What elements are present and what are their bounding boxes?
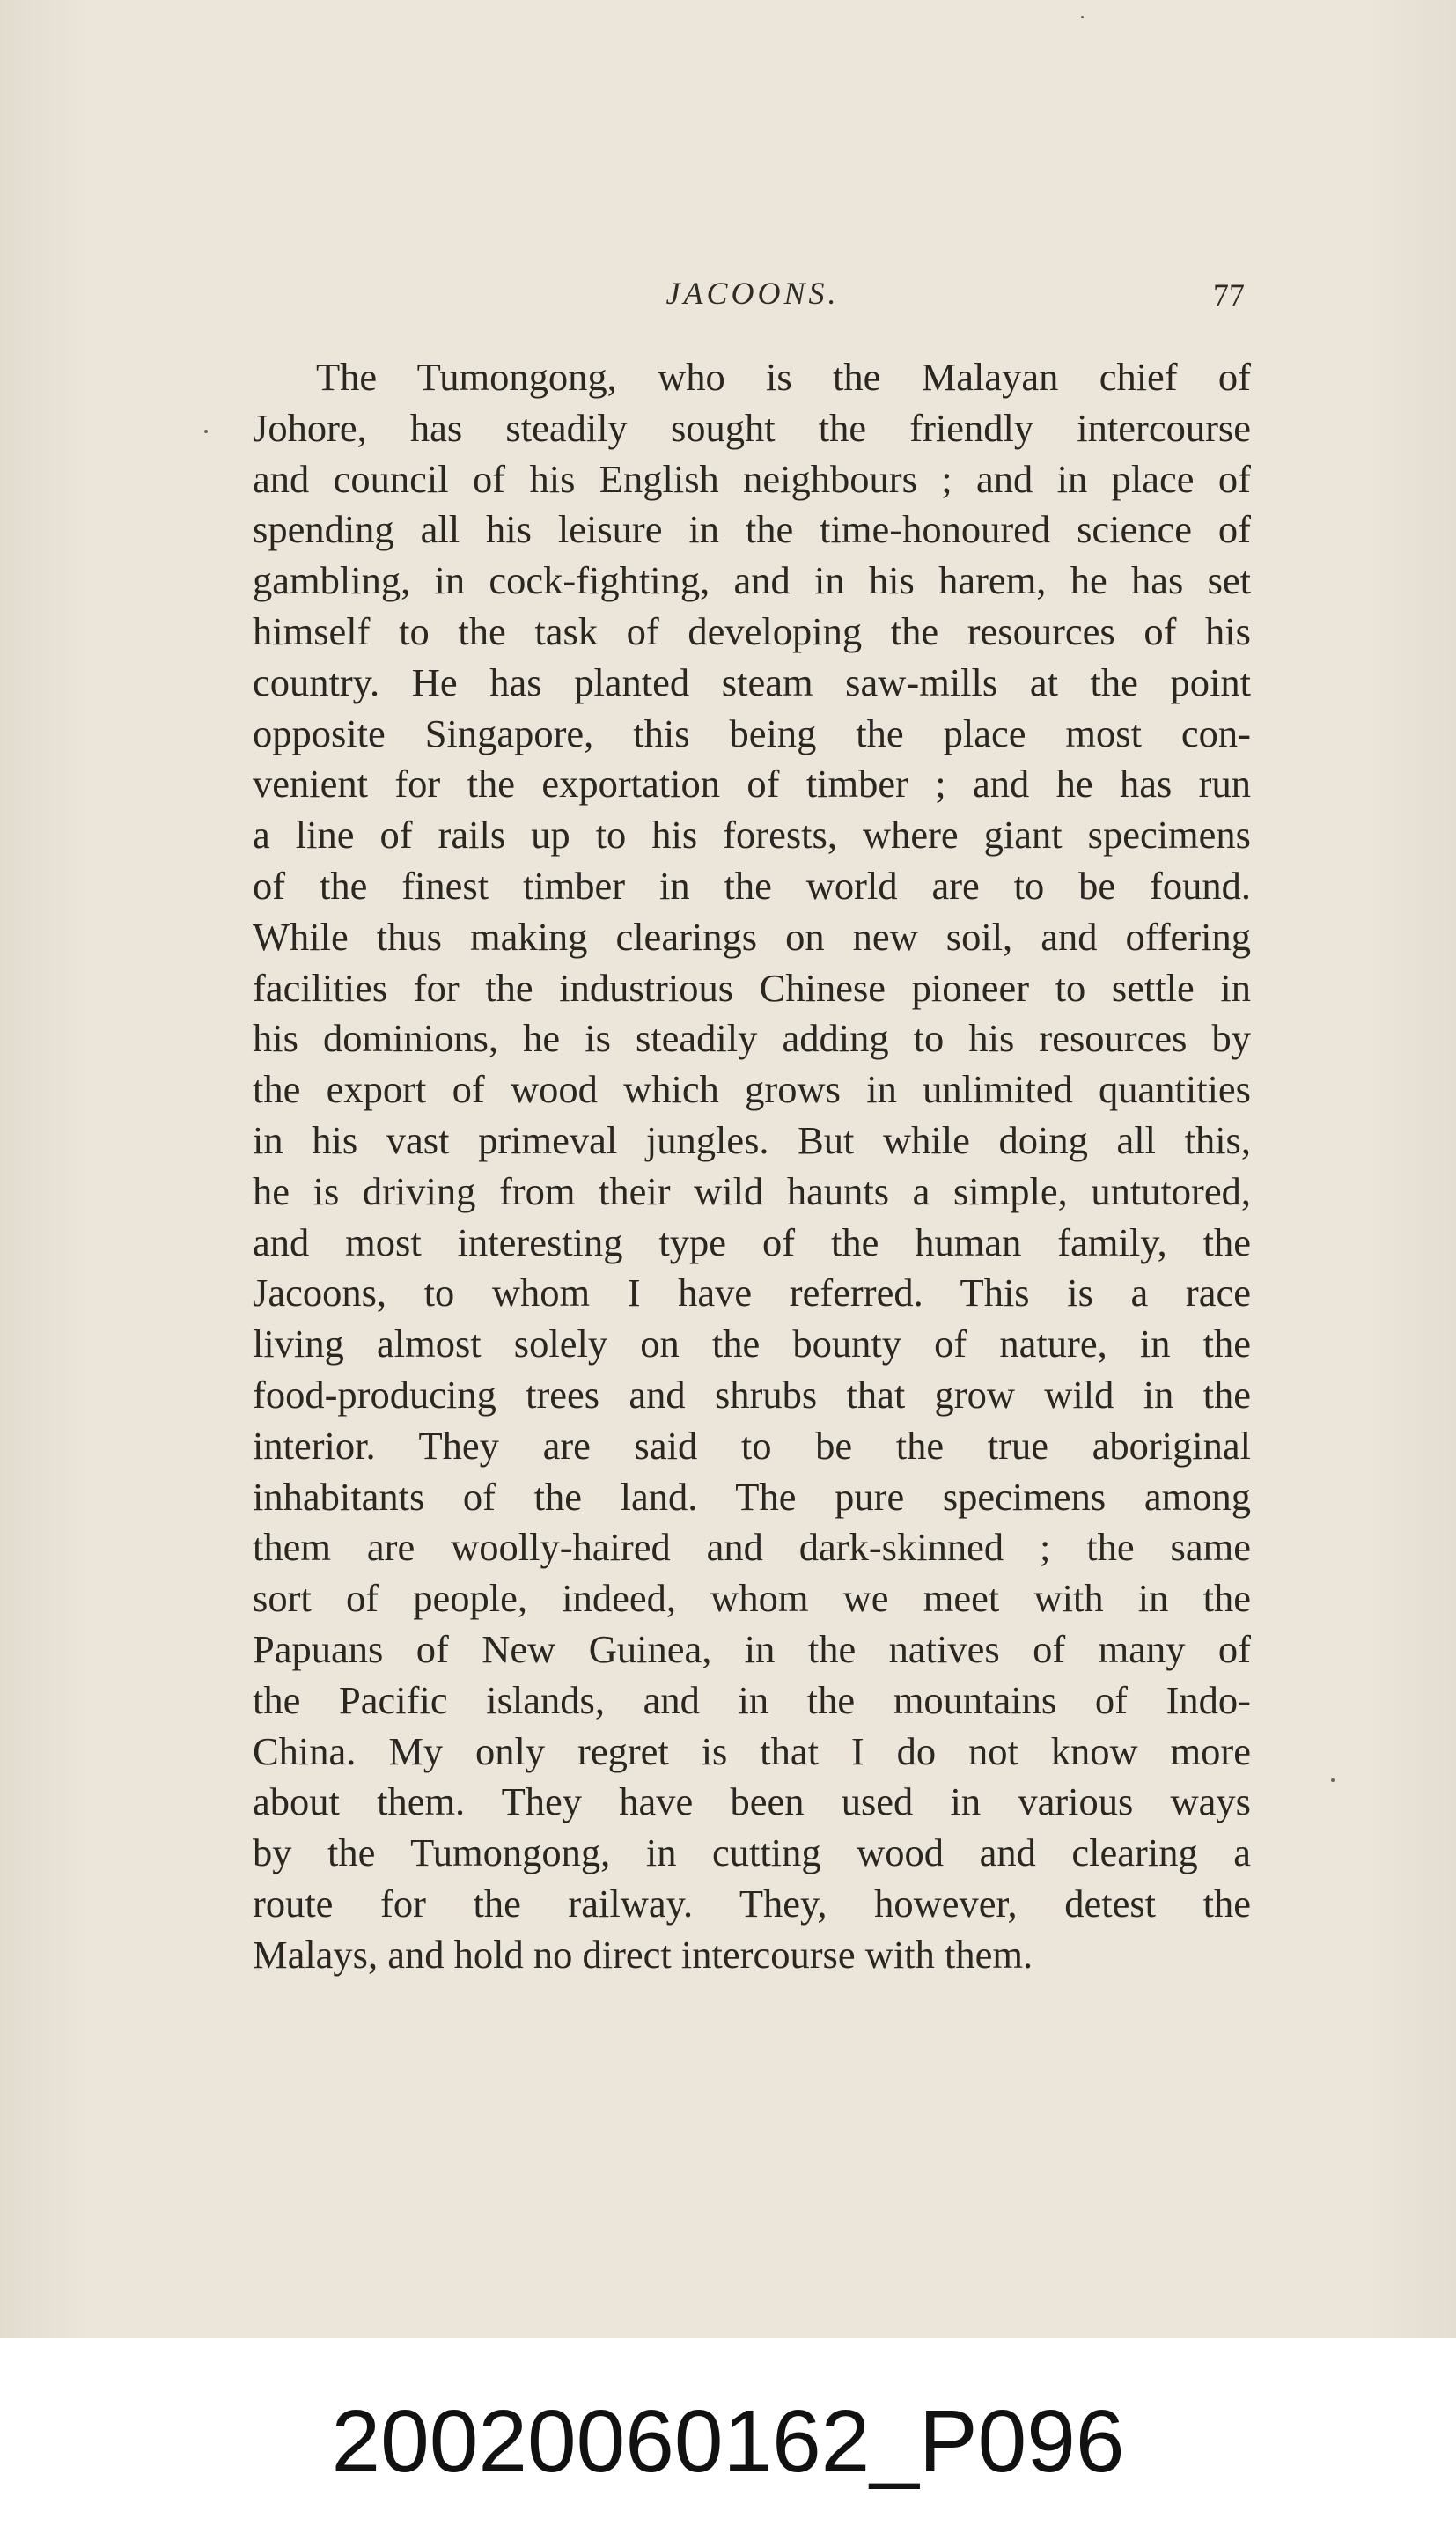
text-line: inhabitants of the land. The pure specimens among xyxy=(253,1474,1251,1519)
text-line: about them. They have been used in various ways xyxy=(253,1779,1251,1824)
text-line: a line of rails up to his forests, where giant specimens xyxy=(253,813,1251,858)
text-line: venient for the exportation of timber ; and he has run xyxy=(253,762,1251,806)
text-line: opposite Singapore, this being the place most con- xyxy=(253,711,1251,755)
text-line: China. My only regret is that I do not know more xyxy=(253,1728,1251,1773)
text-line: Johore, has steadily sought the friendly intercourse xyxy=(253,405,1251,450)
text-line: gambling, in cock-fighting, and in his harem, he has set xyxy=(253,558,1251,603)
page-number: 77 xyxy=(1213,277,1245,313)
text-line: country. He has planted steam saw-mills at the point xyxy=(253,659,1251,704)
text-line: food-producing trees and shrubs that grow wild in the xyxy=(253,1372,1251,1417)
text-line: them are woolly-haired and dark-skinned ; the same xyxy=(253,1525,1251,1570)
text-line: route for the railway. They, however, detest the xyxy=(253,1881,1251,1926)
accession-id: 20020060162_P096 xyxy=(331,2392,1125,2491)
paper-speck xyxy=(204,430,208,433)
text-line: himself to the task of developing the resources of his xyxy=(253,608,1251,653)
text-line: Jacoons, to whom I have referred. This is a race xyxy=(253,1270,1251,1315)
paper-speck xyxy=(1331,1778,1335,1782)
text-line: of the finest timber in the world are to be found. xyxy=(253,863,1251,908)
body-paragraph xyxy=(253,352,1251,1981)
text-line: Papuans of New Guinea, in the natives of many of xyxy=(253,1626,1251,1671)
text-line: Malays, and hold no direct intercourse with them. xyxy=(253,1932,1033,1977)
text-line: interior. They are said to be the true aboriginal xyxy=(253,1423,1251,1468)
text-line: the export of wood which grows in unlimited quantities xyxy=(253,1067,1251,1112)
text-line: he is driving from their wild haunts a simple, untutored, xyxy=(253,1168,1251,1213)
text-line: living almost solely on the bounty of nature, in the xyxy=(253,1322,1251,1366)
text-line: his dominions, he is steadily adding to his resources by xyxy=(253,1016,1251,1061)
paper-speck xyxy=(1081,16,1084,18)
text-line: and most interesting type of the human family, the xyxy=(253,1219,1251,1264)
text-line: The Tumongong, who is the Malayan chief of xyxy=(316,355,1251,399)
text-line: and council of his English neighbours ; and in place of xyxy=(253,456,1251,501)
text-line: the Pacific islands, and in the mountains of Indo- xyxy=(253,1677,1251,1722)
footer-strip xyxy=(0,2338,1456,2548)
text-line: While thus making clearings on new soil, and offering xyxy=(253,914,1251,959)
text-line: in his vast primeval jungles. But while doing all this, xyxy=(253,1117,1251,1162)
text-line: by the Tumongong, in cutting wood and clearing a xyxy=(253,1830,1251,1875)
running-head: JACOONS. xyxy=(665,276,840,311)
page-header xyxy=(255,275,1250,328)
text-line: facilities for the industrious Chinese pioneer to settle in xyxy=(253,965,1251,1010)
text-line: spending all his leisure in the time-honoured science of xyxy=(253,507,1251,552)
text-line: sort of people, indeed, whom we meet with in the xyxy=(253,1576,1251,1621)
